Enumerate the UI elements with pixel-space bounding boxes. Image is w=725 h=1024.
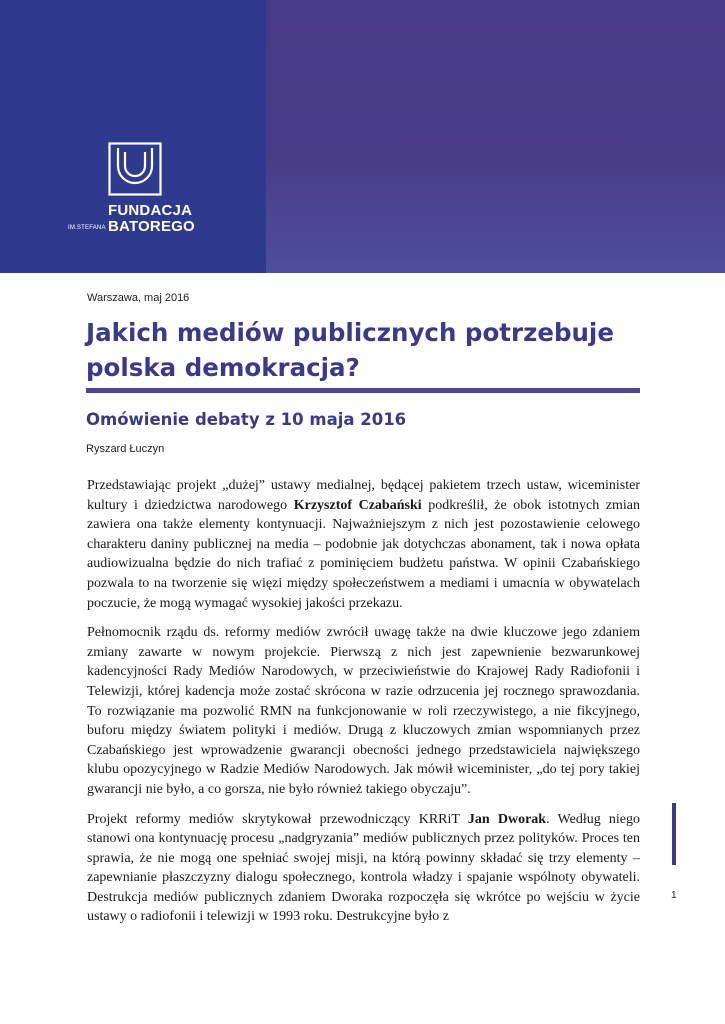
paragraph: Pełnomocnik rządu ds. reformy mediów zwrócił uwagę także na dwie kluczowe jego zdaniem zmiany zawarte w nowym projekcie. Pierwszą z nich jest zapewnienie bezwarunkowej kadencyjności Rady Mediów Narodowych, w przeciwieństwie do Krajowej Rady Radiofonii i Telewizji, której kadencja może zostać skrócona w razie odrzucenia jej rocznego sprawozdania. To rozwiązanie ma pozwolić RMN na funkcjonowanie w roli rzeczywistego, a nie fikcyjnego, buforu między światem polityki i mediów. Drugą z kluczowych zmian wspomnianych przez Czabańskiego jest wprowadzenie gwarancji obecności jednego przedstawiciela największego klubu opozycyjnego w Radzie Mediów Narodowych. Jak mówił wiceminister, „do tej pory takiej gwarancji nie było, a co gorsza, nie było również takiego obyczaju”.	[87, 625, 640, 797]
article-body	[87, 476, 640, 937]
author-name: Ryszard Łuczyn	[86, 443, 165, 455]
logo-name-line2: BATOREGO	[108, 218, 195, 235]
title-divider	[86, 388, 640, 393]
paragraph: Przedstawiając projekt „dużej” ustawy medialnej, będącej pakietem trzech ustaw, wiceminister kultury i dziedzictwa narodowego Krzysztof Czabański podkreślił, że obok istotnych zmian zawiera ona także elementy kontynuacji. Najważniejszym z nich jest pozostawienie celowego charakteru daniny publicznej na media – podobnie jak dotychczas abonament, tak i nowa opłata audiowizualna będzie do nich trafiać z pominięciem budżetu państwa. W opinii Czabańskiego pozwala to na tworzenie się więzi między społeczeństwem a mediami i umacnia w obywatelach poczucie, że mogą wymagać wysokiej jakości przekazu.	[87, 478, 640, 611]
side-accent-bar	[672, 803, 676, 865]
logo-name-line1: FUNDACJA	[108, 202, 193, 219]
dateline: Warszawa, maj 2016	[87, 292, 190, 304]
paragraph: Projekt reformy mediów skrytykował przewodniczący KRRiT Jan Dworak. Według niego stanowi ona kontynuację procesu „nadgryzania” mediów publicznych przez polityków. Proces ten sprawia, że nie mogą one spełniać swojej misji, na którą powinny składać się trzy elementy – zapewnianie płaszczyzny dialogu społecznego, kontrola władzy i spajanie wspólnoty obywateli. Destrukcja mediów publicznych zdaniem Dworaka rozpoczęła się wkrótce po wejściu w życie ustawy o radiofonii i telewizji w 1993 roku. Destrukcyjne było z	[87, 811, 640, 925]
page-title: Jakich mediów publicznych potrzebuje polska demokracja?	[86, 318, 614, 382]
speaker-name: Krzysztof Czabański	[293, 497, 422, 513]
foundation-logo-icon	[108, 142, 162, 196]
header-banner-right	[266, 0, 725, 273]
logo-name-small: IM.STEFANA	[68, 225, 106, 231]
speaker-name: Jan Dworak	[467, 811, 547, 827]
page-number: 1	[671, 890, 677, 901]
page-subtitle: Omówienie debaty z 10 maja 2016	[86, 410, 407, 429]
